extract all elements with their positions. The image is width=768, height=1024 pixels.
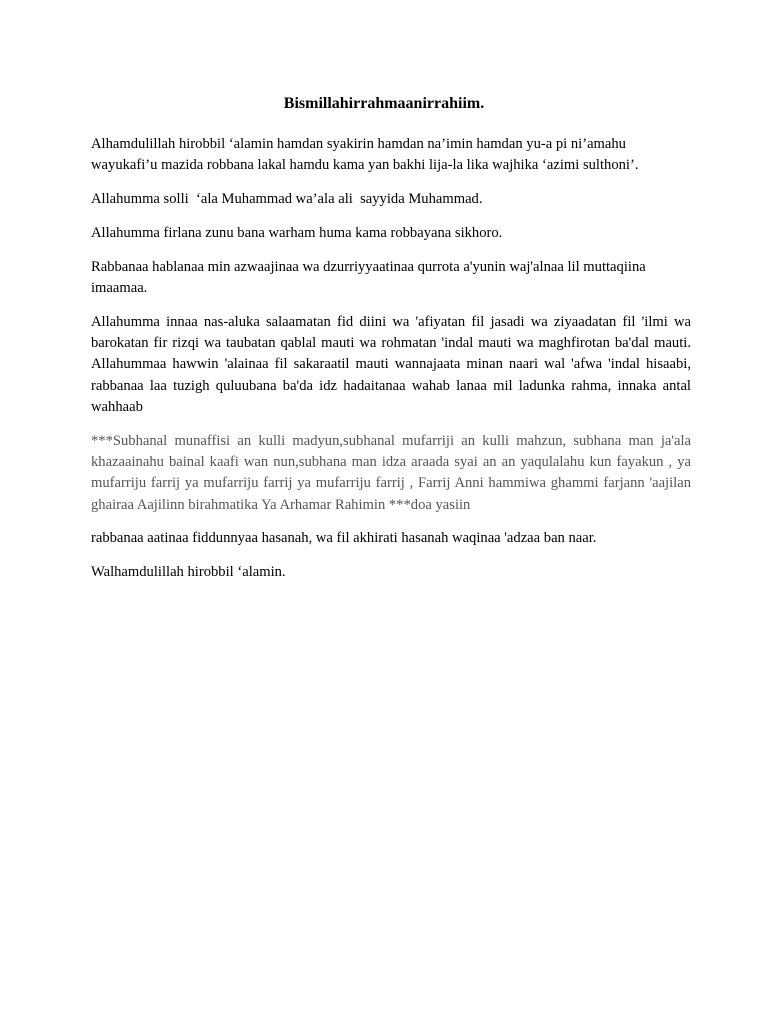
document-body — [91, 134, 695, 596]
paragraph-closing: Walhamdulillah hirobbil ‘alamin. — [91, 564, 286, 581]
paragraph-shalawat: Allahumma solli ‘ala Muhammad wa’ala ali sayyida Muhammad. — [91, 191, 483, 208]
paragraph-rabbana-aatina: rabbanaa aatinaa fiddunnyaa hasanah, wa fil akhirati hasanah waqinaa 'adzaa ban naar. — [91, 530, 597, 547]
paragraph-allahumma-innaa: Allahumma innaa nas-aluka salaamatan fid diini wa 'afiyatan fil jasadi wa ziyaadatan fil 'ilmi wa barokatan fir rizqi wa taubatan qablal mauti wa rohmatan 'indal mauti wa maghfirotan ba'dal mauti. Allahummaa hawwin 'alainaa fil sakaraatil mauti wannajaata minan naari wal 'afwa 'indal hisaabi, rabbanaa laa tuzigh quluubana ba'da idz hadaitanaa wahab lanaa mil ladunka rahma, innaka antal wahhaab — [91, 313, 695, 415]
document-title: Bismillahirrahmaanirrahiim. — [283, 95, 485, 112]
paragraph-rabbana-hablana: Rabbanaa hablanaa min azwaajinaa wa dzurriyyaatinaa qurrota a'yunin waj'alnaa lil muttaqiina imaamaa. — [91, 258, 650, 296]
paragraph-subhanal-munaffisi: ***Subhanal munaffisi an kulli madyun,subhanal mufarriji an kulli mahzun, subhana man ja'ala khazaainahu bainal kaafi wan nun,subhana man idza araada syai an an yaqulalahu kun fayakun , ya mufarriju farrij ya mufarriju farrij ya mufarriju farrij , Farrij Anni hammiwa ghammi farjann 'aajilan ghairaa Aajilinn birahmatika Ya Arhamar Rahimin ***doa yasiin — [91, 432, 695, 513]
paragraph-hamdalah: Alhamdulillah hirobbil ‘alamin hamdan syakirin hamdan na’imin hamdan yu-a pi ni’amahu wayukafi’u mazida robbana lakal hamdu kama yan bakhi lija-la lika wajhika ‘azimi sulthoni’. — [91, 136, 639, 174]
paragraph-istighfar: Allahumma firlana zunu bana warham huma kama robbayana sikhoro. — [91, 224, 503, 241]
